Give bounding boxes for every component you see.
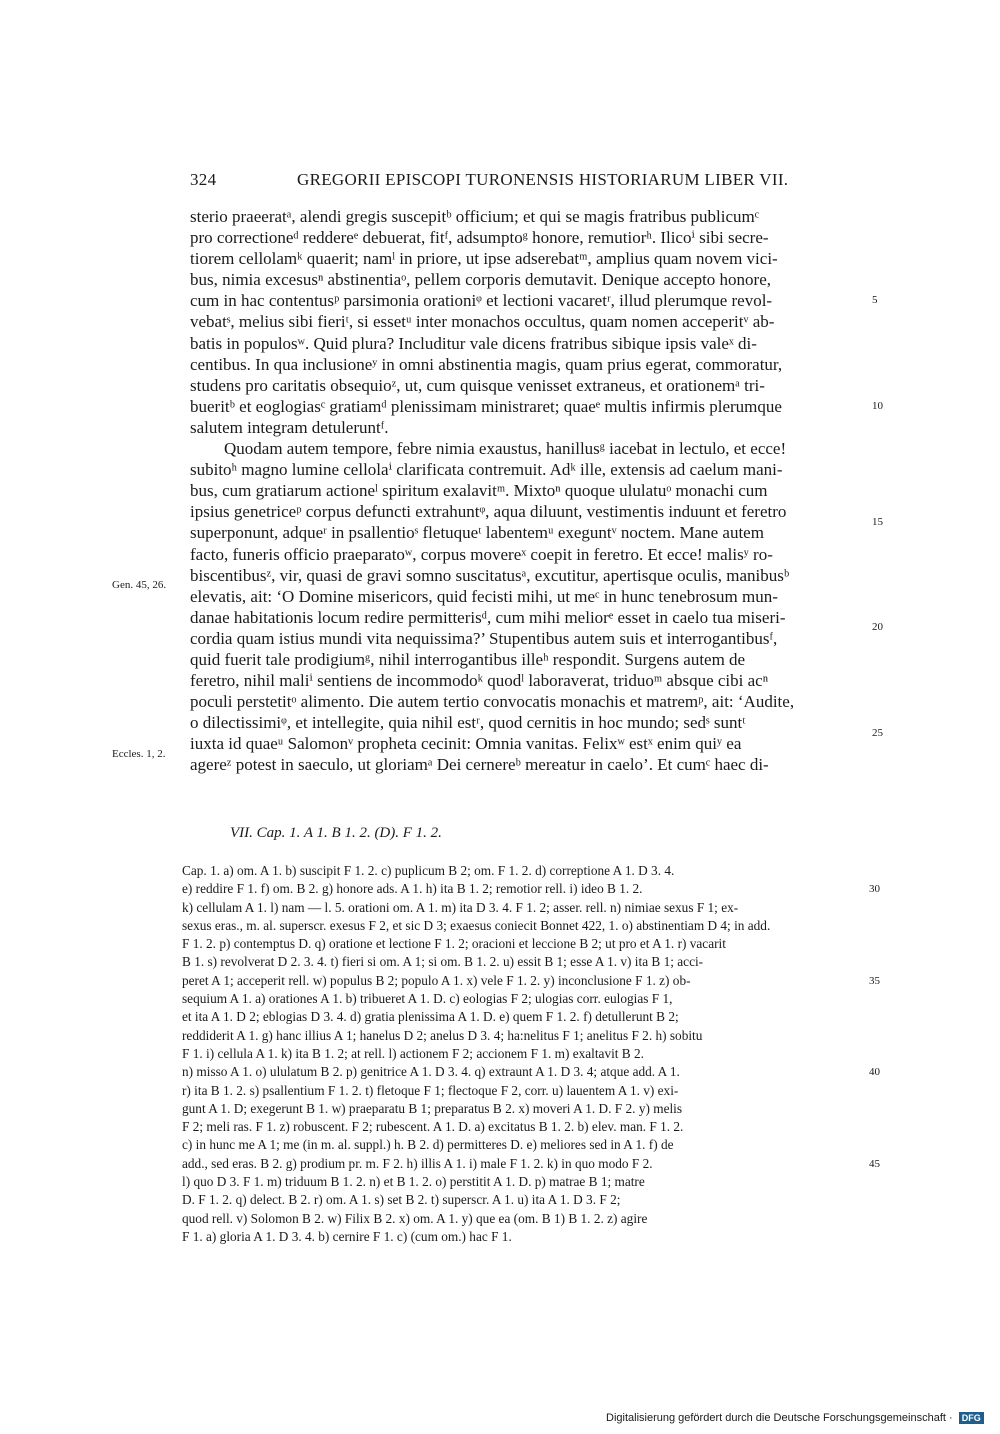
note-line-number: 35 [869,974,880,987]
note-line: et ita A 1. D 2; eblogias D 3. 4. d) gratia plenissima A 1. D. e) quem F 1. 2. f) detullerunt B 2; [182,1009,679,1025]
text-line: salutem integram detuleruntᶠ. [190,417,389,437]
running-title: GREGORII EPISCOPI TURONENSIS HISTORIARUM LIBER VII. [297,170,789,189]
note-line: sequium A 1. a) orationes A 1. b) tribueret A 1. D. c) eologias F 2; ulogias corr. eulogias F 1, [182,991,673,1007]
note-line: r) ita B 1. 2. s) psallentium F 1. 2. t) fletoque F 1; flectoque F 2, corr. u) lauentem A 1. v) exi- [182,1082,679,1098]
text-line: bus, nimia excesusⁿ abstinentiaᵒ, pellem corporis demutavit. Denique accepto honore, [190,270,771,290]
note-line: add., sed eras. B 2. g) prodium pr. m. F 2. h) illis A 1. i) male F 1. 2. k) in quo modo F 2. [182,1155,653,1171]
note-line: F 1. a) gloria A 1. D 3. 4. b) cernire F 1. c) (cum om.) hac F 1. [182,1228,512,1244]
text-line: subitoʰ magno lumine cellolaⁱ clarificata contremuit. Adᵏ ille, extensis ad caelum mani- [190,460,783,480]
text-line: sterio praeeratᵃ, alendi gregis suscepitᵇ officium; et qui se magis fratribus publicumᶜ [190,207,760,226]
line-number: 20 [872,621,883,633]
text-line: centibus. In qua inclusioneʸ in omni abstinentia magis, quam prius egerat, commoratur, [190,354,783,374]
line-number: 15 [872,515,883,528]
text-line: bueritᵇ et eoglogiasᶜ gratiamᵈ plenissimam ministraret; quaeᵉ multis infirmis plerumque [190,396,782,416]
digitization-credit [606,1412,984,1424]
note-line-number: 30 [869,883,880,896]
note-line: c) in hunc me A 1; me (in m. al. suppl.) h. B 2. d) permitteres D. e) meliores sed in A 1. f) de [182,1137,674,1153]
main-text [190,206,862,776]
note-line: peret A 1; acceperit rell. w) populus B 2; populo A 1. x) vele F 1. 2. y) inconclusione F 1. z) ob- [182,972,691,988]
line-number: 25 [872,726,883,739]
note-line-number: 45 [869,1157,880,1170]
text-line: cordia quam istius mundi vita nequissima?’ Stupentibus autem suis et interrogantibusᶠ, [190,628,778,648]
note-line: n) misso A 1. o) ululatum B 2. p) genitrice A 1. D 3. 4. q) extraunt A 1. D 3. 4; atque add. A 1. [182,1064,680,1080]
note-line: reddiderit A 1. g) hanc illius A 1; hanelus D 2; anelus D 3. 4; ha:nelitus F 1; anelitus F 2. h) sobitu [182,1027,703,1043]
scripture-reference: Eccles. 1, 2. [112,747,166,760]
text-line: batis in populosʷ. Quid plura? Includitur vale dicens fratribus sibique ipsis valeˣ di- [190,333,757,353]
text-line: biscentibusᶻ, vir, quasi de gravi somno suscitatusᵃ, excutitur, apertisque oculis, manibusᵇ [190,565,790,585]
note-line: gunt A 1. D; exegerunt B 1. w) praeparatu B 1; preparatus B 2. x) moveri A 1. D. F 2. y) melis [182,1100,683,1116]
scripture-reference: Gen. 45, 26. [112,578,167,591]
text-line: studens pro caritatis obsequioᶻ, ut, cum quisque venisset extraneus, et orationemᵃ tri- [190,375,765,395]
text-line: quid fuerit tale prodigiumᵍ, nihil interrogantibus illeʰ respondit. Surgens autem de [190,649,746,669]
text-line: bus, cum gratiarum actioneˡ spiritum exalavitᵐ. Mixtoⁿ quoque ululatuᵒ monachi cum [190,481,768,501]
note-line: F 2; meli ras. F 1. z) robuscent. F 2; rubescent. A 1. D. a) excitatus B 1. 2. b) elev. man. F 1. 2. [182,1119,684,1135]
note-line: k) cellulam A 1. l) nam — l. 5. orationi om. A 1. m) ita D 3. 4. F 1. 2; asser. rell. n) nimiae sexus F 1; ex- [182,899,739,915]
note-line: F 1. 2. p) contemptus D. q) oratione et lectione F 1. 2; oracioni et leccione B 2; ut pro et A 1. r) vacarit [182,936,726,952]
text-line: facto, funeris officio praeparatoʷ, corpus movereˣ coepit in feretro. Et ecce! malisʸ ro- [190,544,773,564]
note-line: sexus eras., m. al. superscr. exesus F 2, et sic D 3; exaesus coniecit Bonnet 422, 1. o) abstinentiam D 4; in add. [182,917,771,933]
text-line: danae habitationis locum redire permitterisᵈ, cum mihi meliorᵉ esset in caelo tua miseri- [190,607,786,627]
running-header [190,170,860,194]
line-number: 10 [872,399,883,412]
text-line: superponunt, adqueʳ in psallentioˢ fletuqueᵗ labentemᵘ exeguntᵛ noctem. Mane autem [190,523,764,543]
note-line: Cap. 1. a) om. A 1. b) suscipit F 1. 2. c) puplicum B 2; om. F 1. 2. d) correptione A 1. D 3. 4. [182,863,675,878]
note-line: B 1. s) revolverat D 2. 3. 4. t) fieri si om. A 1; si om. B 1. 2. u) essit B 1; esse A 1. v) ita B 1; acci- [182,954,704,970]
note-line: e) reddire F 1. f) om. B 2. g) honore ads. A 1. h) ita B 1. 2; remotior rell. i) ideo B 1. 2. [182,881,643,897]
text-line: o dilectissimiᵠ, et intellegite, quia nihil estʳ, quod cernitis in hoc mundo; sedˢ suntᵗ [190,713,746,733]
text-line: cum in hac contentusᵖ parsimonia orationiᵠ et lectioni vacaretʳ, illud plerumque revol- [190,291,773,311]
note-line: F 1. i) cellula A 1. k) ita B 1. 2; at rell. l) actionem F 2; accionem F 1. m) exaltavit B 2. [182,1045,644,1061]
credit-text: Digitalisierung gefördert durch die Deutsche Forschungsgemeinschaft · [606,1412,953,1424]
note-line-number: 40 [869,1066,880,1079]
dfg-logo: DFG [959,1412,984,1424]
text-line: tiorem cellolamᵏ quaerit; namˡ in priore, ut ipse adserebatᵐ, amplius quam novem vici- [190,249,778,269]
text-line: Quodam autem tempore, febre nimia exaustus, hanillusᵍ iacebat in lectulo, et ecce! [224,439,787,459]
text-line: agereᶻ potest in saeculo, ut gloriamᵃ Dei cernereᵇ mereatur in caelo’. Et cumᶜ haec di- [190,755,769,775]
text-line: poculi perstetitᵒ alimento. Die autem tertio convocatis monachis et matremᵖ, ait: ‘Audite, [190,692,795,712]
text-line: feretro, nihil maliⁱ sentiens de incommodoᵏ quodˡ laboraverat, triduoᵐ absque cibi acⁿ [190,671,769,691]
line-number: 5 [872,294,878,307]
note-line: l) quo D 3. F 1. m) triduum B 1. 2. n) et B 1. 2. o) perstitit A 1. D. p) matrae B 1; matre [182,1174,645,1190]
apparatus-heading: VII. Cap. 1. A 1. B 1. 2. (D). F 1. 2. [230,825,442,841]
text-line: ipsius genetriceᵖ corpus defuncti extrahuntᵠ, aqua diluunt, vestimentis induunt et feretro [190,502,787,522]
page-number: 324 [190,170,217,189]
text-line: pro correctioneᵈ reddereᵉ debuerat, fitᶠ, adsumptoᵍ honore, remutiorʰ. Ilicoⁱ sibi secre- [190,228,769,248]
note-line: quod rell. v) Solomon B 2. w) Filix B 2. x) om. A 1. y) que ea (om. B 1) B 1. 2. z) agire [182,1210,648,1226]
text-line: vebatˢ, melius sibi fieriᵗ, si essetᵘ inter monachos occultus, quam nomen acceperitᵛ ab- [190,312,775,332]
text-line: elevatis, ait: ‘O Domine misericors, quid fecisti mihi, ut meᶜ in hunc tenebrosum mun- [190,586,778,606]
note-line: D. F 1. 2. q) delect. B 2. r) om. A 1. s) set B 2. t) superscr. A 1. u) ita A 1. D 3. F 2; [182,1192,621,1208]
text-line: iuxta id quaeᵘ Salomonᵛ propheta cecinit: Omnia vanitas. Felixʷ estˣ enim quiʸ ea [190,734,742,754]
critical-apparatus [182,862,872,1246]
